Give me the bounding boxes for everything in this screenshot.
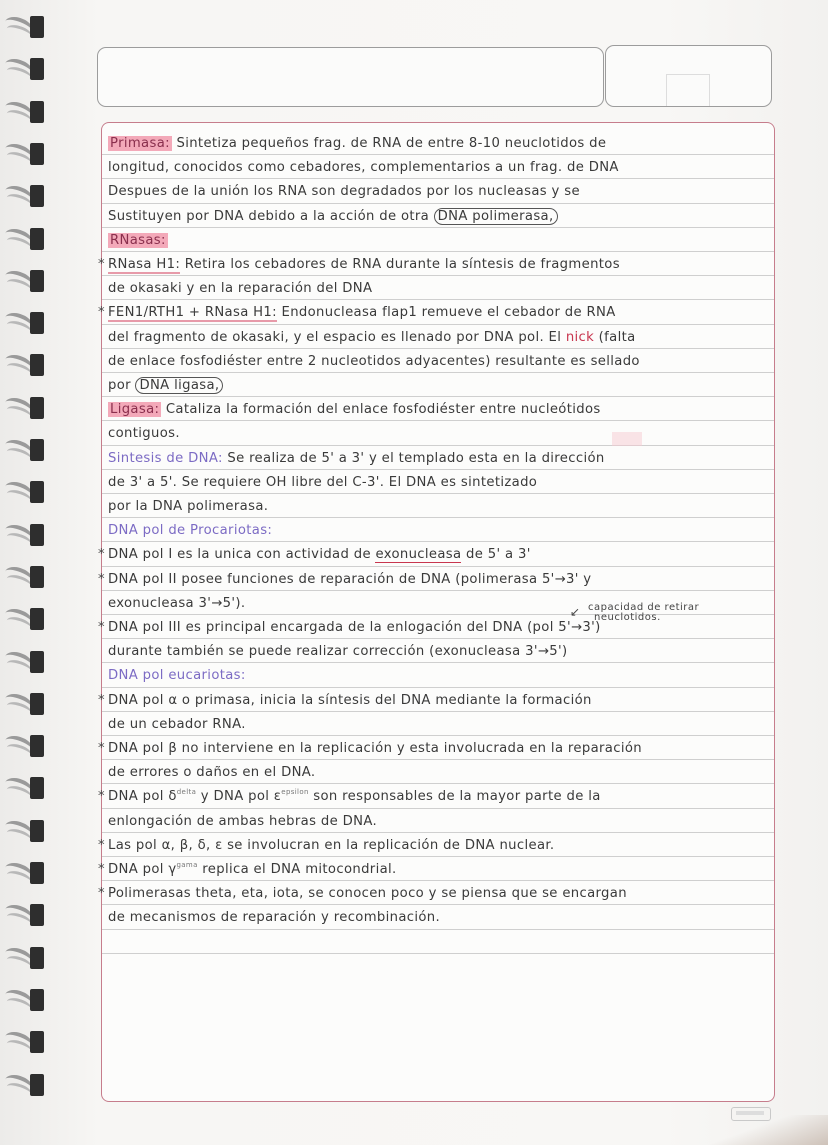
note-text: del fragmento de okasaki, y el espacio es llenado por DNA pol. El — [108, 329, 566, 345]
note-text: FEN1/RTH1 + RNasa H1: — [108, 305, 277, 321]
date-subbox — [666, 74, 710, 106]
spiral-ring — [4, 602, 50, 636]
spiral-ring — [4, 1025, 50, 1059]
bullet-star-icon: * — [98, 692, 105, 708]
note-line — [108, 374, 768, 398]
date-box — [605, 45, 772, 107]
note-text: durante también se puede realizar corrección (exonucleasa 3'→5') — [108, 644, 568, 660]
note-line — [98, 785, 768, 809]
note-line — [108, 495, 768, 519]
note-text: son responsables de la mayor parte de la — [308, 789, 601, 805]
note-line — [98, 834, 768, 858]
highlighted-heading: Primasa: — [110, 136, 170, 151]
highlighted-heading: RNasas: — [110, 232, 166, 248]
margin-annotation-line1: capacidad de retirar — [588, 602, 700, 613]
note-line — [98, 689, 768, 713]
note-text: de enlace fosfodiéster entre 2 nucleotidos adyacentes) resultante es sellado — [108, 353, 640, 369]
bullet-star-icon: * — [98, 789, 105, 805]
note-text: DNA polimerasa, — [434, 208, 558, 225]
note-text: Las pol α, β, δ, ε se involucran en la replicación de DNA nuclear. — [108, 837, 555, 853]
note-line — [98, 543, 768, 567]
note-text: Cataliza la formación del enlace fosfodiéster entre nucleótidos — [161, 402, 601, 418]
note-text: (falta — [594, 329, 636, 345]
note-text: replica el DNA mitocondrial. — [197, 862, 397, 877]
note-text: DNA pol α o primasa, inicia la síntesis del DNA mediante la formación — [108, 692, 592, 708]
note-text: DNA pol I es la unica con actividad de — [108, 547, 376, 563]
note-line — [108, 156, 768, 180]
spiral-ring — [4, 856, 50, 890]
note-text: gama — [176, 861, 198, 869]
note-line — [108, 906, 768, 930]
highlighted-heading: Ligasa: — [110, 402, 160, 418]
spiral-ring — [4, 95, 50, 129]
note-line — [108, 519, 768, 543]
section-heading: DNA pol de Procariotas: — [108, 523, 273, 539]
bullet-star-icon: * — [98, 886, 105, 902]
spiral-ring — [4, 560, 50, 594]
note-text: DNA ligasa, — [135, 377, 223, 394]
note-text: de errores o daños en el DNA. — [108, 765, 316, 781]
spiral-ring — [4, 348, 50, 382]
spiral-ring — [4, 645, 50, 679]
spiral-ring — [4, 898, 50, 932]
spiral-ring — [4, 1068, 50, 1102]
note-line — [108, 664, 768, 688]
page-shadow — [708, 1115, 828, 1145]
bullet-star-icon: * — [98, 862, 105, 877]
note-line — [98, 253, 768, 277]
note-text: nick — [565, 329, 595, 345]
bullet-star-icon: * — [98, 547, 105, 563]
note-text: de okasaki y en la reparación del DNA — [108, 281, 373, 297]
spiral-ring — [4, 10, 50, 44]
note-line — [108, 180, 768, 204]
spiral-ring — [4, 391, 50, 425]
bullet-star-icon: * — [98, 257, 105, 272]
note-line — [108, 447, 768, 471]
note-text: epsilon — [281, 788, 309, 797]
note-text: delta — [176, 788, 197, 797]
spiral-ring — [4, 983, 50, 1017]
title-box — [97, 47, 604, 107]
spiral-ring — [4, 941, 50, 975]
spiral-ring — [4, 264, 50, 298]
note-text: Se realiza de 5' a 3' y el templado esta en la dirección — [222, 450, 605, 466]
section-heading: Sintesis de DNA: — [108, 450, 223, 466]
spiral-binding — [0, 10, 60, 1145]
note-text: exonucleasa — [375, 547, 462, 563]
note-text: exonucleasa 3'→5'). — [108, 595, 246, 611]
note-text: de un cebador RNA. — [108, 716, 246, 732]
note-line — [108, 810, 768, 834]
ink-smudge — [612, 432, 642, 446]
note-text: Despues de la unión los RNA son degradados por los nucleasas y se — [108, 184, 580, 200]
section-heading: DNA pol eucariotas: — [108, 668, 246, 684]
note-line — [108, 761, 768, 785]
note-line — [98, 858, 768, 882]
note-text: de 3' a 5'. Se requiere OH libre del C-3'. El DNA es sintetizado — [108, 474, 538, 490]
note-text: Sintetiza pequeños frag. de RNA de entre 8-10 neuclotidos de — [171, 136, 607, 151]
note-text: por — [108, 378, 136, 393]
note-line — [108, 277, 768, 301]
margin-annotation — [570, 602, 700, 623]
note-line — [108, 350, 768, 374]
note-line — [108, 713, 768, 737]
note-text: RNasa H1: — [108, 257, 181, 272]
bullet-star-icon: * — [98, 305, 105, 321]
note-text: Sustituyen por DNA debido a la acción de otra — [108, 208, 434, 224]
spiral-ring — [4, 433, 50, 467]
note-line — [98, 301, 768, 325]
note-line — [108, 132, 768, 156]
note-text: por la DNA polimerasa. — [108, 499, 269, 514]
note-text: Endonucleasa flap1 remueve el cebador de RNA — [276, 305, 616, 321]
note-line — [108, 422, 768, 446]
note-text: longitud, conocidos como cebadores, complementarios a un frag. de DNA — [108, 160, 619, 176]
spiral-ring — [4, 306, 50, 340]
spiral-ring — [4, 518, 50, 552]
note-line — [98, 568, 768, 592]
note-text: Polimerasas theta, eta, iota, se conocen poco y se piensa que se encargan — [108, 886, 627, 902]
spiral-ring — [4, 179, 50, 213]
note-text: DNA pol δ — [108, 789, 177, 805]
note-text: Retira los cebadores de RNA durante la síntesis de fragmentos — [180, 257, 620, 272]
note-line — [98, 882, 768, 906]
spiral-ring — [4, 729, 50, 763]
bullet-star-icon: * — [98, 741, 105, 756]
note-text: contiguos. — [108, 426, 180, 442]
note-text: y DNA pol ε — [196, 789, 282, 805]
spiral-ring — [4, 687, 50, 721]
margin-annotation-line2: neuclotidos. — [594, 612, 661, 623]
note-line — [108, 326, 768, 350]
note-line — [108, 471, 768, 495]
note-text: de 5' a 3' — [461, 547, 531, 563]
note-text: DNA pol γ — [108, 862, 177, 877]
spiral-ring — [4, 771, 50, 805]
ruled-line — [102, 953, 774, 954]
note-text: DNA pol β no interviene en la replicación y esta involucrada en la reparación — [108, 741, 642, 756]
bullet-star-icon: * — [98, 571, 105, 587]
spiral-ring — [4, 222, 50, 256]
note-line — [108, 398, 768, 422]
spiral-ring — [4, 137, 50, 171]
note-line — [98, 737, 768, 761]
note-line — [108, 229, 768, 253]
bullet-star-icon: * — [98, 620, 105, 635]
note-line — [108, 205, 768, 229]
note-text: DNA pol III es principal encargada de la enlogación del DNA (pol 5'→3') — [108, 620, 601, 635]
spiral-ring — [4, 475, 50, 509]
spiral-ring — [4, 814, 50, 848]
note-line — [108, 640, 768, 664]
note-text: DNA pol II posee funciones de reparación de DNA (polimerasa 5'→3' y — [108, 571, 592, 587]
note-text: de mecanismos de reparación y recombinación. — [108, 910, 441, 926]
arrow-icon: ↙ — [570, 605, 581, 619]
spiral-ring — [4, 52, 50, 86]
note-text: enlongación de ambas hebras de DNA. — [108, 813, 378, 829]
bullet-star-icon: * — [98, 837, 105, 853]
